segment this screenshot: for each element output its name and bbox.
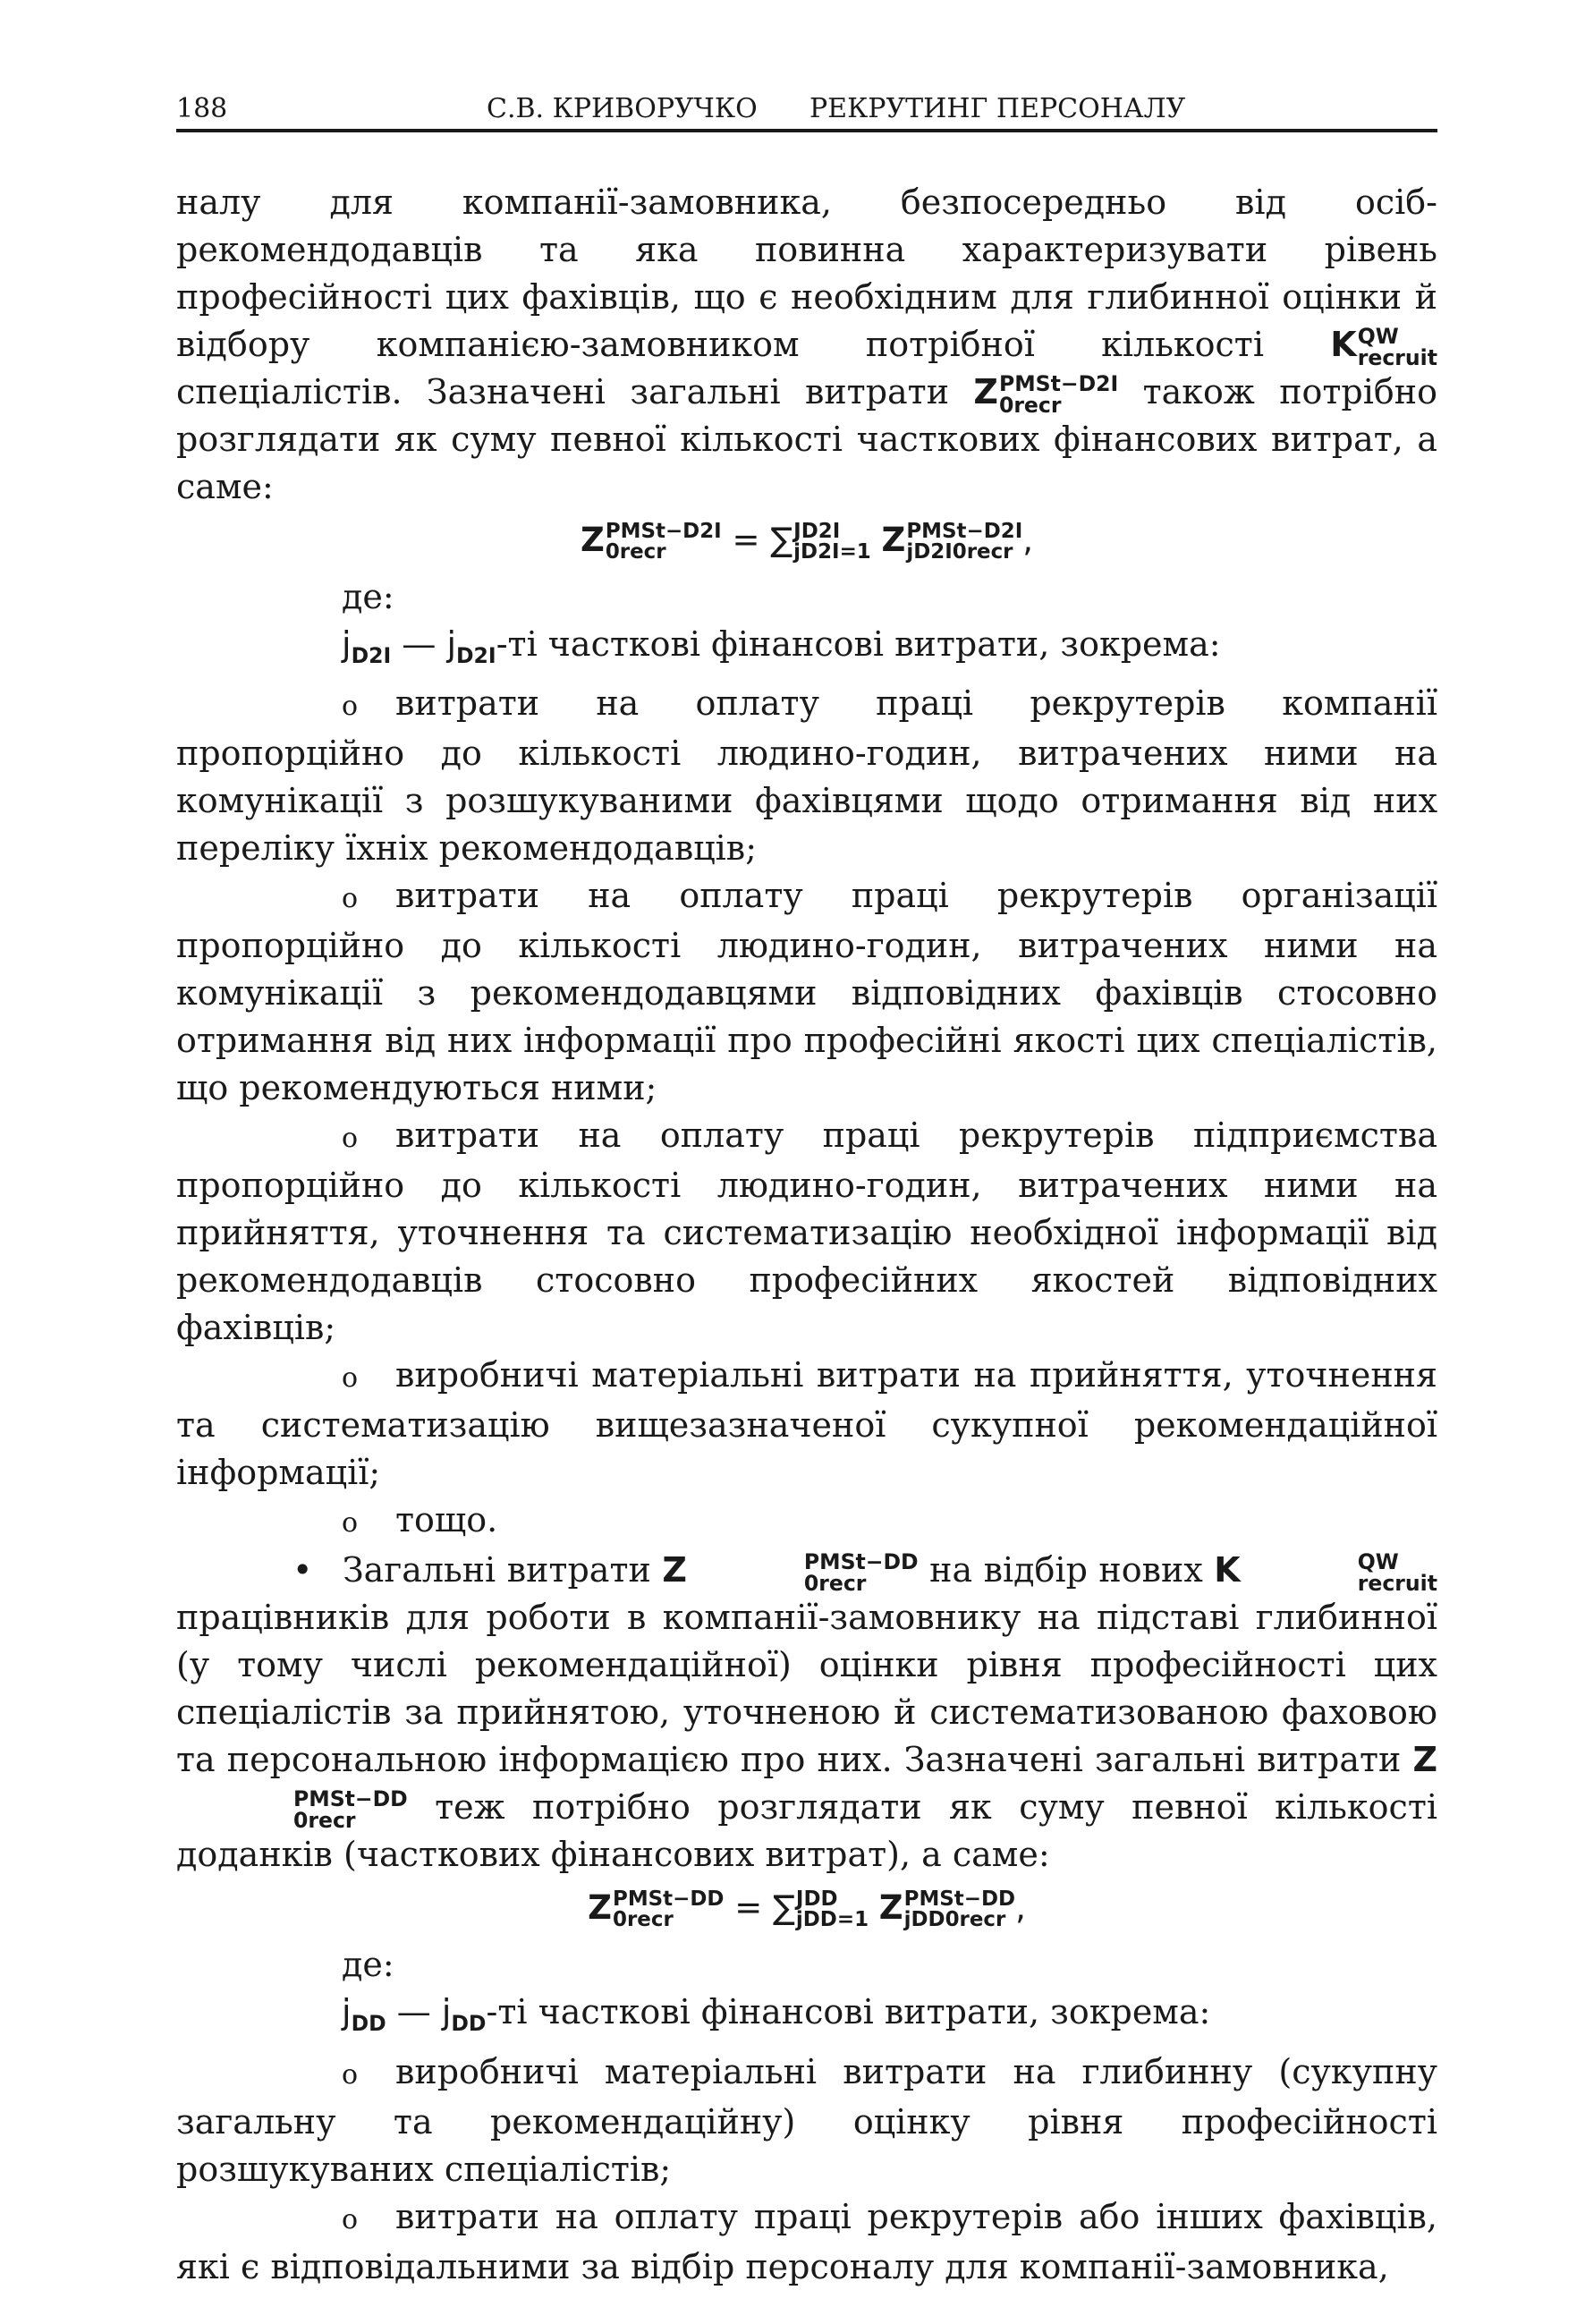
list-item-d2i-4: o виробничі матеріальні витрати на прийняття, уточнення та систематизацію вищезазначеної сукупної рекомендаційної інформації;: [176, 1352, 1437, 1497]
list-item-dd-1: o виробничі матеріальні витрати на глибинну (сукупну загальну та рекомендаційну) оцінку рівня професійності розшукуваних спеціалістів;: [176, 2048, 1437, 2193]
formula-dd: Z PMSt−DD 0recr = ∑ JDD jDD=1 Z PMSt−DD jDD0recr ,: [588, 1887, 1026, 1931]
list-item-d2i-3: o витрати на оплату праці рекрутерів підприємства пропорційно до кількості людино-годин, витрачених ними на прийняття, уточнення та систематизацію необхідної інформації від рекомендодавців стосовно професійних якостей відповідних фахівців;: [176, 1112, 1437, 1352]
header-author: С.В. КРИВОРУЧКО: [487, 93, 758, 124]
definition-j-d2i: $j_{D2I}$ — $j_{D2I}-ті$ часткові фінансові витрати, зокрема:: [342, 624, 1221, 669]
definition-j-dd: $j_{DD}$ — $j_{DD}-ті$ часткові фінансові витрати, зокрема:: [342, 1992, 1211, 2037]
page-body: [176, 179, 1437, 2291]
paragraph-bullet-dd: • Загальні витрати Z PMSt−DD 0recr на відбір нових K QW recruit працівників для роботи в компанії-замовнику на підставі глибинної (у тому числі рекомендаційної) оцінки рівня професійності цих спеціалістів за прийнятою, уточненою й систематизованою фаховою та персональною інформацією про них. Зазначені загальні витрати Z PMSt−DD 0recr теж потрібно розглядати як суму певної кількості доданків (часткових фінансових витрат), а саме:: [176, 1547, 1437, 1879]
list-item-d2i-5: o тощо.: [176, 1497, 1437, 1547]
running-header: [176, 93, 1437, 132]
page-number: 188: [176, 93, 228, 124]
paragraph-intro: налу для компанії-замовника, безпосередньо від осіб-рекомендодавців та яка повинна характеризувати рівень професійності цих фахівців, що є необхідним для глибинної оцінки й відбору компанією-замовником потрібної кількості K QW recruit спеціалістів. Зазначені загальні витрати Z PMSt−D2I 0recr також потрібно розглядати як суму певної кількості часткових фінансових витрат, а саме:: [176, 182, 1437, 507]
where-label-2: де:: [342, 1945, 394, 1985]
list-item-d2i-2: o витрати на оплату праці рекрутерів організації пропорційно до кількості людино-годин, витрачених ними на комунікації з рекомендодавцями відповідних фахівців стосовно отримання від них інформації про професійні якості цих спеціалістів, що рекомендуються ними;: [176, 872, 1437, 1112]
header-book-title: РЕКРУТИНГ ПЕРСОНАЛУ: [809, 93, 1186, 124]
formula-d2i: Z PMSt−D2I 0recr = ∑ JD2I jD2I=1 Z PMSt−D2I jD2I0recr ,: [580, 519, 1033, 564]
list-item-dd-2: o витрати на оплату праці рекрутерів або інших фахівців, які є відповідальними за відбір персоналу для компанії-замовника,: [176, 2193, 1437, 2291]
list-item-d2i-1: o витрати на оплату праці рекрутерів компанії пропорційно до кількості людино-годин, витрачених ними на комунікації з розшукуваними фахівцями щодо отримання від них переліку їхніх рекомендодавців;: [176, 680, 1437, 872]
where-label-1: де:: [342, 577, 394, 617]
